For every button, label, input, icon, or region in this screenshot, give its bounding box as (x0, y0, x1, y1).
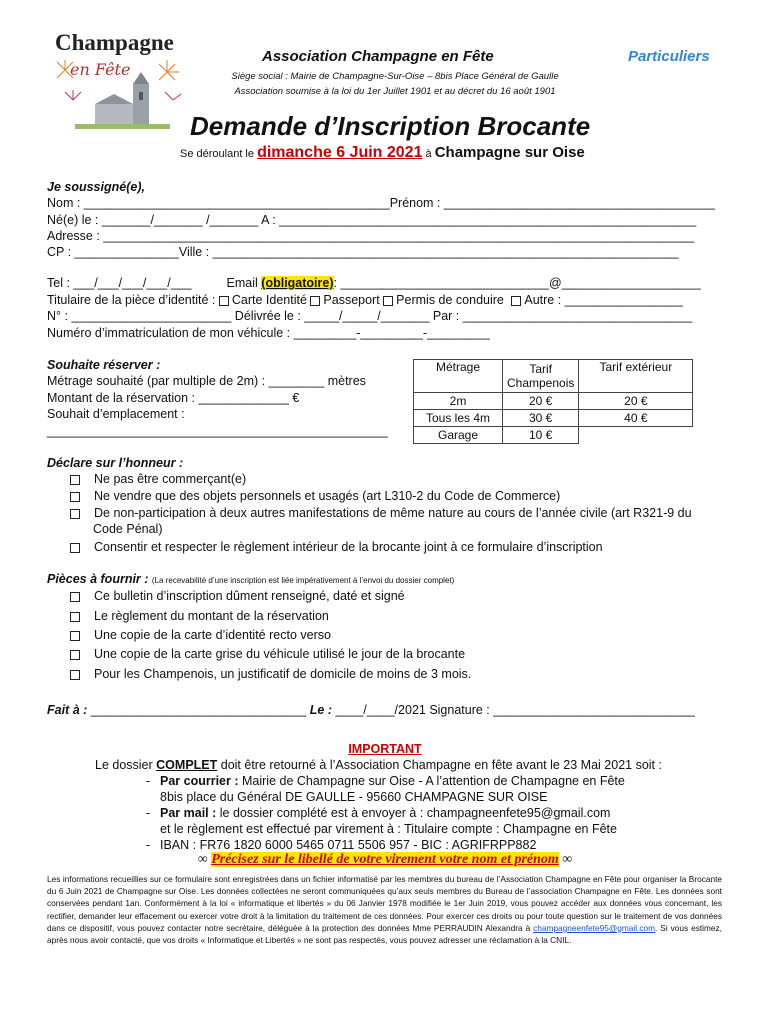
siege-social: Siège social : Mairie de Champagne-Sur-Oise – 8bis Place Général de Gaulle (231, 71, 559, 82)
mail-line-2: et le règlement est effectué par virement à : Titulaire compte : Champagne en Fête (160, 822, 617, 836)
event-subtitle (180, 144, 585, 162)
table-header-exterieur: Tarif extérieur (579, 360, 693, 393)
le-label: Le : (309, 703, 332, 717)
piece-item (70, 589, 405, 603)
checkbox-piece-1[interactable] (70, 592, 80, 602)
courrier-label: Par courrier : (160, 774, 239, 788)
table-row (414, 360, 693, 393)
table-cell: 40 € (579, 410, 693, 427)
checkbox-carte-identite[interactable] (219, 296, 229, 306)
titulaire-label: Titulaire de la pièce d’identité : (47, 293, 216, 307)
reservation-heading: Souhaite réserver : (47, 358, 161, 372)
subtitle-mid: à (422, 148, 435, 160)
page-title: Demande d’Inscription Brocante (190, 111, 591, 141)
event-place: Champagne sur Oise (434, 144, 585, 161)
checkbox-piece-5[interactable] (70, 670, 80, 680)
legal-email-link[interactable]: champagneenfete95@gmail.com (533, 922, 656, 933)
return-prefix: Le dossier (95, 758, 157, 772)
table-row (414, 393, 693, 410)
fait-label: Fait à : (47, 703, 88, 717)
birth-field[interactable]: Né(e) le : _______/_______ /_______ A : ____________________________________________________________ (47, 213, 697, 227)
table-cell: 30 € (503, 410, 579, 427)
email-label: Email (226, 276, 262, 290)
option-carte-identite: Carte Identité (231, 293, 307, 307)
checkbox-piece-3[interactable] (70, 631, 80, 641)
precisez-note (0, 852, 770, 868)
mail-label: Par mail : (160, 806, 217, 820)
identity-heading: Je soussigné(e), (47, 180, 145, 194)
option-autre: Autre : _________________ (524, 293, 683, 307)
checkbox-declare-4[interactable] (70, 543, 80, 553)
declare-item (70, 506, 692, 520)
legal-text-end: . Si vous estimez, après nous avoir contacté, que vos droits « Informatique et Libertés » ne sont pas respectés, vous pouvez adresser une réclamation à la CNIL. (47, 922, 722, 946)
email-field[interactable]: : ______________________________@____________________ (333, 276, 701, 290)
courrier-line-1 (160, 774, 625, 788)
checkbox-piece-4[interactable] (70, 650, 80, 660)
declare-item-label: Ne vendre que des objets personnels et usagés (art L310-2 du Code de Commerce) (94, 489, 561, 503)
subtitle-prefix: Se déroulant le (180, 148, 258, 160)
email-required-badge: (obligatoire) (261, 276, 334, 290)
checkbox-passeport[interactable] (310, 296, 320, 306)
checkbox-declare-2[interactable] (70, 492, 80, 502)
tarif-table (413, 359, 693, 444)
legal-notice (47, 873, 722, 946)
table-header-champenois: Tarif Champenois (503, 360, 579, 393)
declare-heading: Déclare sur l’honneur : (47, 456, 184, 470)
fait-field[interactable]: _______________________________ (87, 703, 310, 717)
table-row (414, 427, 693, 444)
piece-item (70, 647, 465, 661)
dash-bullet: - (146, 838, 151, 852)
table-row (414, 410, 693, 427)
tel-email-row (47, 276, 701, 290)
category-label: Particuliers (628, 48, 710, 65)
iban-line: IBAN : FR76 1820 6000 5465 0711 5506 957 - BIC : AGRIFRPP882 (160, 838, 537, 852)
precisez-text: Précisez sur le libellé de votre virement votre nom et prénom (211, 852, 559, 867)
signature-row (47, 703, 695, 717)
complet-emphasis: COMPLET (156, 758, 218, 772)
cp-ville-field[interactable]: CP : _______________Ville : ___________________________________________________________________ (47, 245, 679, 259)
nom-prenom-field[interactable]: Nom : ____________________________________________Prénom : _______________________________________ (47, 196, 716, 210)
id-number-field[interactable]: N° : _______________________ Délivrée le : _____/_____/_______ Par : _________________________________ (47, 309, 693, 323)
checkbox-autre[interactable] (511, 296, 521, 306)
tel-field[interactable]: Tel : ___/___/___/___/___ (47, 276, 192, 290)
table-cell: 10 € (503, 427, 579, 444)
id-type-row (47, 293, 683, 307)
address-field[interactable]: Adresse : _____________________________________________________________________________________ (47, 229, 695, 243)
emplacement-label: Souhait d’emplacement : (47, 407, 185, 421)
legal-text: Les informations recueillies sur ce formulaire sont enregistrées dans un fichier informatisé par les membres du bureau de l’Association Champagne en Fête pour organiser la Brocante du 6 Juin 2021 de Champagne sur Oise. Les données collectées ne seront communiquées qu’aux seuls membres du Bureau de l’association Champagne en Fête. Les données sont conservées pendant 1an. Conformément à la loi « informatique et libertés » du 06 Janvier 1978 modifiée le 1er Juin 2019, vous pouvez accéder aux données vous concernant, les rectifier, demander leur effacement ou exercer votre droit à la limitation du traitement de ces données. Pour exercer ces droits ou pour toute question sur le traitement de vos données dans ce dispositif, vous pouvez contacter notre secrétaire, déléguée à la protection des données Mme PERRAUDIN Alexandra à (47, 874, 722, 933)
declare-item-label: De non-participation à deux autres manifestations de même nature au cours de l’année civile (art R321-9 du (94, 506, 692, 520)
montant-field[interactable]: Montant de la réservation : _____________ € (47, 391, 300, 405)
declare-item (70, 489, 560, 503)
piece-item-label: Une copie de la carte d’identité recto verso (94, 628, 331, 642)
piece-item-label: Pour les Champenois, un justificatif de domicile de moins de 3 mois. (94, 667, 472, 681)
logo-title: Champagne (55, 30, 174, 55)
piece-item-label: Une copie de la carte grise du véhicule utilisé le jour de la brocante (94, 647, 466, 661)
declare-item-continuation: Code Pénal) (93, 522, 163, 536)
checkbox-permis[interactable] (383, 296, 393, 306)
courrier-line-2: 8bis place du Général DE GAULLE - 95660 CHAMPAGNE SUR OISE (160, 790, 548, 804)
table-header-metrage: Métrage (414, 360, 503, 393)
table-cell: Garage (414, 427, 503, 444)
pieces-heading: Pièces à fournir : (47, 572, 149, 586)
dash-bullet: - (146, 774, 151, 788)
date-signature-field[interactable]: ____/____/2021 Signature : _____________________________ (332, 703, 695, 717)
table-cell: Tous les 4m (414, 410, 503, 427)
declare-item (70, 472, 246, 486)
return-suffix: doit être retourné à l’Association Champagne en fête avant le 23 Mai 2021 soit : (217, 758, 662, 772)
option-permis: Permis de conduire (396, 293, 504, 307)
infinity-icon: ∞ (197, 852, 208, 867)
table-cell: 2m (414, 393, 503, 410)
table-cell: 20 € (579, 393, 693, 410)
checkbox-declare-3[interactable] (70, 509, 80, 519)
metrage-field[interactable]: Métrage souhaité (par multiple de 2m) : ________ mètres (47, 374, 366, 388)
checkbox-declare-1[interactable] (70, 475, 80, 485)
loi-mention: Association soumise à la loi du 1er Juillet 1901 et au décret du 16 août 1901 (234, 86, 556, 97)
immatriculation-field[interactable]: Numéro d’immatriculation de mon véhicule : _________-_________-_________ (47, 326, 490, 340)
emplacement-field[interactable]: _________________________________________________ (47, 424, 388, 438)
piece-item-label: Le règlement du montant de la réservation (94, 609, 329, 623)
important-heading: IMPORTANT (348, 742, 422, 756)
logo-subtitle: en Fête (70, 60, 131, 79)
piece-item-label: Ce bulletin d’inscription dûment renseigné, daté et signé (94, 589, 405, 603)
piece-item (70, 667, 471, 681)
mail-line-1 (160, 806, 610, 820)
mail-address: le dossier complété est à envoyer à : champagneenfete95@gmail.com (216, 806, 611, 820)
association-name: Association Champagne en Fête (262, 48, 494, 65)
table-cell: 20 € (503, 393, 579, 410)
piece-item (70, 609, 329, 623)
pieces-heading-row (47, 572, 454, 586)
pieces-note: (La recevabilité d’une inscription est liée impérativement à l’envoi du dossier complet) (151, 576, 455, 585)
courrier-address: Mairie de Champagne sur Oise - A l’attention de Champagne en Fête (238, 774, 625, 788)
table-cell (579, 427, 693, 444)
dash-bullet: - (146, 806, 151, 820)
declare-item-label: Consentir et respecter le règlement intérieur de la brocante joint à ce formulaire d’inscription (94, 540, 603, 554)
option-passeport: Passeport (323, 293, 380, 307)
return-instructions (95, 758, 662, 772)
declare-item-label: Ne pas être commerçant(e) (94, 472, 247, 486)
piece-item (70, 628, 331, 642)
event-date: dimanche 6 Juin 2021 (257, 144, 423, 161)
declare-item (70, 540, 603, 554)
checkbox-piece-2[interactable] (70, 612, 80, 622)
infinity-icon: ∞ (562, 852, 573, 867)
